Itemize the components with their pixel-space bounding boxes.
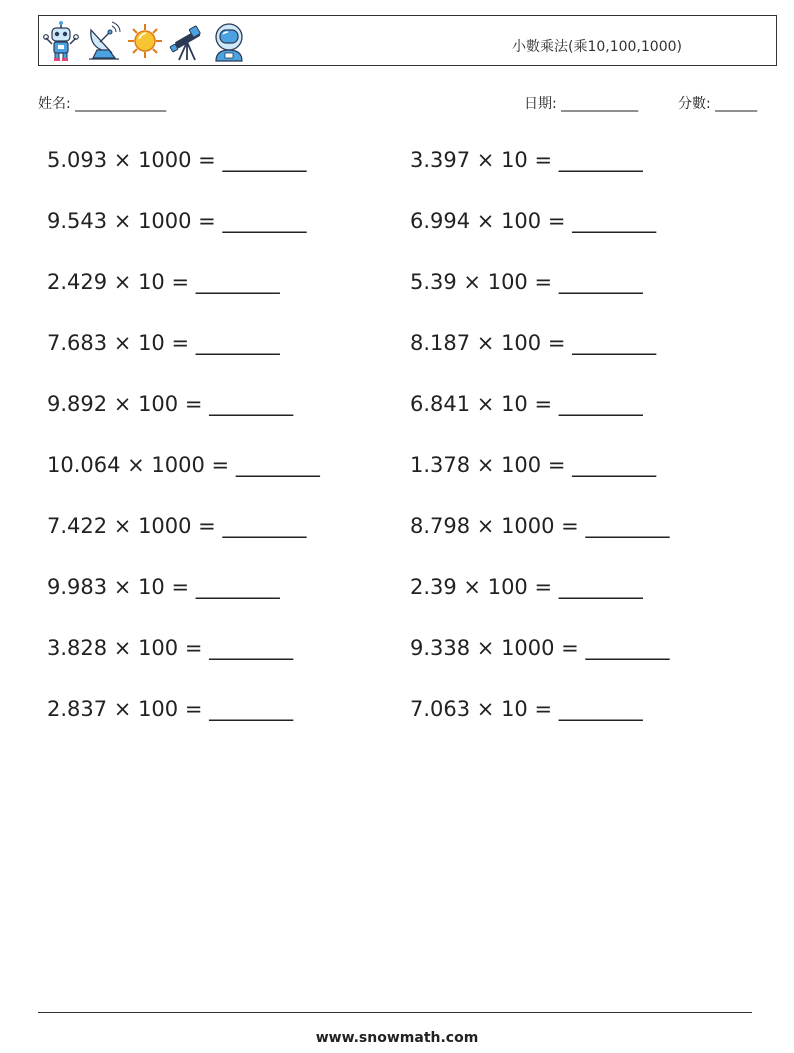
sun-icon [127, 20, 163, 62]
problem: 2.837 × 100 = ________ [47, 697, 294, 721]
header-icons [43, 20, 247, 62]
problem: 7.063 × 10 = ________ [410, 697, 643, 721]
footer-divider [38, 1012, 752, 1013]
problem: 3.828 × 100 = ________ [47, 636, 294, 660]
problem: 5.093 × 1000 = ________ [47, 148, 307, 172]
problem: 9.543 × 1000 = ________ [47, 209, 307, 233]
problem: 2.429 × 10 = ________ [47, 270, 280, 294]
problem: 5.39 × 100 = ________ [410, 270, 643, 294]
astronaut-icon [211, 20, 247, 62]
problem: 8.798 × 1000 = ________ [410, 514, 670, 538]
problem: 9.338 × 1000 = ________ [410, 636, 670, 660]
problem: 7.422 × 1000 = ________ [47, 514, 307, 538]
satellite-dish-icon [85, 20, 121, 62]
telescope-icon [169, 20, 205, 62]
score-field: 分數: ______ [678, 96, 758, 112]
problem: 3.397 × 10 = ________ [410, 148, 643, 172]
problem: 2.39 × 100 = ________ [410, 575, 643, 599]
footer-site: www.snowmath.com [315, 1030, 479, 1046]
name-field: 姓名: _____________ [38, 96, 167, 112]
problem: 6.841 × 10 = ________ [410, 392, 643, 416]
worksheet-title: 小數乘法(乘10,100,1000) [512, 39, 682, 55]
problem: 9.983 × 10 = ________ [47, 575, 280, 599]
problem: 10.064 × 1000 = ________ [47, 453, 320, 477]
problem: 1.378 × 100 = ________ [410, 453, 657, 477]
robot-icon [43, 20, 79, 62]
problem: 7.683 × 10 = ________ [47, 331, 280, 355]
date-field: 日期: ___________ [524, 96, 639, 112]
problem: 8.187 × 100 = ________ [410, 331, 657, 355]
problem: 9.892 × 100 = ________ [47, 392, 294, 416]
worksheet-header [38, 15, 777, 66]
problem: 6.994 × 100 = ________ [410, 209, 657, 233]
